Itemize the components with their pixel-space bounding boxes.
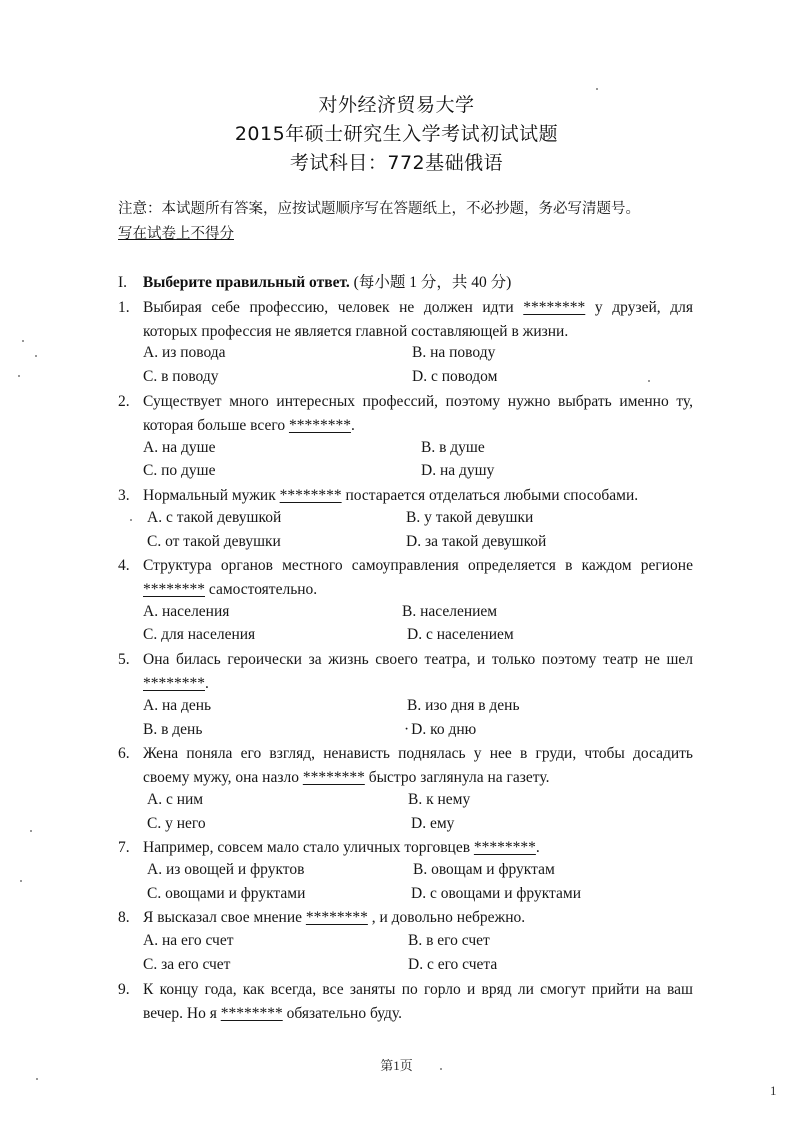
option-c: C. овощами и фруктами [147,885,306,902]
question [118,978,693,1026]
answer-blank: ******** [305,909,368,926]
question [118,554,693,602]
question [118,742,693,790]
option-b: B. к нему [408,791,471,808]
question [118,484,693,508]
university-name: 对外经济贸易大学 [318,94,475,116]
question-text: Она билась героически за жизнь своего театра, и только поэтому театр не шел ********. [143,651,693,692]
option-a: A. на душе [143,439,216,456]
option-b: B. изо дня в день [407,697,520,714]
notice-text: 注意：本试题所有答案，应按试题顺序写在答题纸上，不必抄题，务必写清题号。 [118,201,640,217]
answer-blank: ******** [288,417,351,434]
answer-blank: ******** [143,581,205,598]
answer-blank: ******** [473,839,536,856]
option-d: D. ему [411,815,455,832]
option-c: C. у него [147,815,206,832]
option-a: A. населения [143,603,230,620]
question-number: 7. [118,839,130,856]
scan-speck [36,1078,38,1080]
answer-blank: ******** [220,1005,283,1022]
option-d: D. на душу [421,462,495,479]
question-text: Структура органов местного самоуправления определяется в каждом регионе ******** самостоятельно. [143,557,693,598]
option-b: B. у такой девушки [406,509,534,526]
scan-speck [130,519,132,521]
option-c: B. в день [143,721,203,738]
section-heading [118,270,511,292]
answer-blank: ******** [143,675,205,692]
question [118,390,693,438]
question [118,906,693,930]
notice-underlined: 写在试卷上不得分 [118,226,234,242]
question-text: Нормальный мужик ******** постарается отделаться любыми способами. [143,487,639,504]
question-number: 4. [118,557,130,574]
option-c: C. для населения [143,626,256,643]
option-b: B. в его счет [408,932,490,949]
option-c: C. за его счет [143,956,231,973]
option-b: B. овощам и фруктам [413,861,555,878]
exam-notice [118,197,698,247]
page-footer: 第1页 [380,1058,413,1073]
answer-blank: ******** [523,299,586,316]
option-a: A. с ним [147,791,204,808]
scan-speck [30,830,32,832]
option-a: A. на его счет [143,932,234,949]
option-c: C. по душе [143,462,216,479]
question-number: 9. [118,981,130,998]
exam-subject: 考试科目：772基础俄语 [289,152,504,174]
question-number: 6. [118,745,130,762]
scan-speck [20,880,22,882]
option-a: A. с такой девушкой [147,509,282,526]
scan-speck [596,88,598,90]
option-d: · D. ко дню [404,721,477,738]
option-d: D. с его счета [408,956,498,973]
option-a: A. на день [143,697,212,714]
option-a: A. из повода [143,344,226,361]
question [118,296,693,344]
question-number: 8. [118,909,130,926]
exam-title: 2015年硕士研究生入学考试初试试题 [234,123,559,145]
question-text: К концу года, как всегда, все заняты по горло и вряд ли смогут прийти на ваш вечер. Но я ******** обязательно буду. [143,981,693,1022]
scan-speck [440,1068,442,1070]
question-number: 3. [118,487,130,504]
option-d: D. с овощами и фруктами [411,885,581,902]
section-title: Выберите правильный ответ. [142,274,350,291]
option-a: A. из овощей и фруктов [147,861,305,878]
question-text: Например, совсем мало стало уличных торговцев ********. [143,839,540,856]
scan-speck [22,340,24,342]
option-d: D. с населением [407,626,514,643]
corner-page-number: 1 [770,1083,777,1098]
question-number: 2. [118,393,130,410]
question-number: 1. [118,299,130,316]
question-text: Жена поняла его взгляд, ненависть поднялась у нее в груди, чтобы досадить своему мужу, она назло ******** быстро заглянула на газету. [143,745,693,786]
option-b: B. на поводу [412,344,496,361]
option-d: D. за такой девушкой [406,533,547,550]
question-text: Существует много интересных профессий, поэтому нужно выбрать именно ту, которая больше всего ********. [143,393,693,434]
answer-blank: ******** [279,487,342,504]
question-number: 5. [118,651,130,668]
answer-blank: ******** [302,769,365,786]
question [118,648,693,696]
option-d: D. с поводом [412,368,498,385]
option-c: C. в поводу [143,368,219,385]
scan-speck [18,375,20,377]
option-b: B. населением [402,603,498,620]
question-text: Выбирая себе профессию, человек не должен идти ******** у друзей, для которых профессия не является главной составляющей в жизни. [143,299,693,340]
section-numeral: I. [118,274,128,291]
option-c: C. от такой девушки [147,533,281,550]
section-points: (每小题 1 分，共 40 分) [353,274,512,291]
option-b: B. в душе [421,439,485,456]
scan-speck [648,380,650,382]
scan-speck [35,355,37,357]
question [118,836,693,860]
question-text: Я высказал свое мнение ******** , и довольно небрежно. [143,909,526,926]
